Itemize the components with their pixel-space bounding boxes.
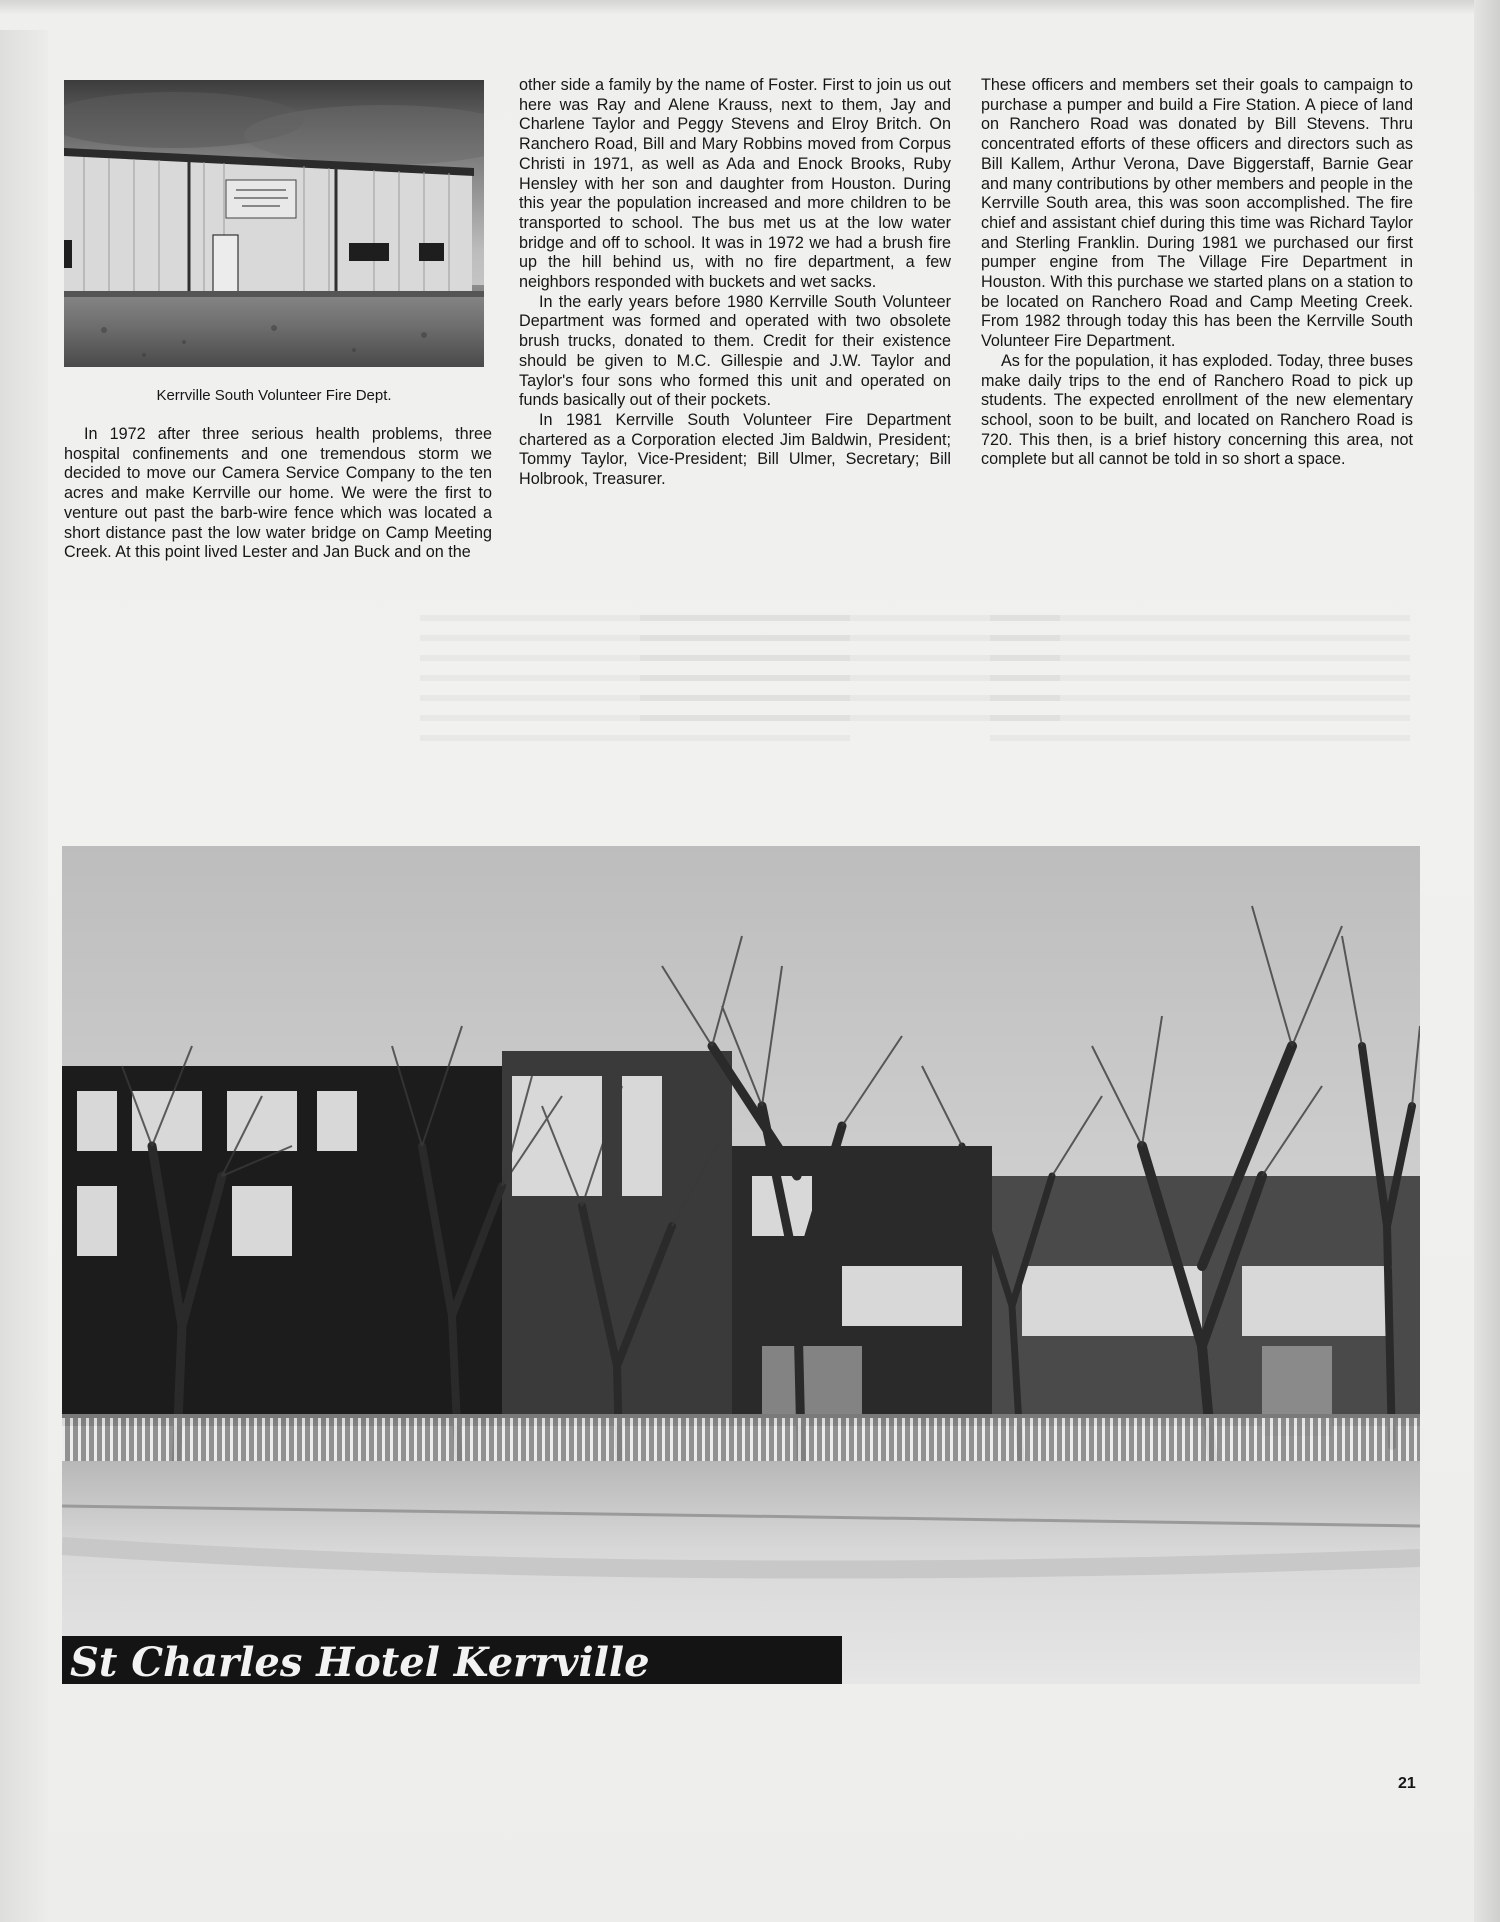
article-column-right <box>981 76 1413 470</box>
paragraph: These officers and members set their goals to campaign to purchase a pumper and build a Fire Station. A piece of land on Ranchero Road was donated by Bill Stevens. Thru concentrated efforts of these officers and directors such as Bill Kallem, Arthur Verona, Dave Biggerstaff, Barnie Gear and many contributions by other members and people in the Kerrville South area, this was soon accomplished. The fire chief and assistant chief during this time was Richard Taylor and Sterling Franklin. During 1981 we purchased our first pumper engine from The Village Fire Department in Houston. With this purchase we started plans on a station to be located on Ranchero Road and Camp Meeting Creek. From 1982 through today this has been the Kerrville South Volunteer Fire Department. <box>981 76 1413 351</box>
paragraph: In 1981 Kerrville South Volunteer Fire Department chartered as a Corporation elected Jim Baldwin, President; Tommy Taylor, Vice-President; Bill Ulmer, Secretary; Bill Holbrook, Treasurer. <box>519 410 951 489</box>
paragraph: As for the population, it has exploded. Today, three buses make daily trips to the end of Ranchero Road to pick up students. The expected enrollment of the new elementary school, soon to be built, and located on Ranchero Road is 720. This then, is a brief history concerning this area, not complete but all cannot be told in so short a space. <box>981 351 1413 469</box>
page-number: 21 <box>1398 1775 1416 1792</box>
paragraph: other side a family by the name of Foster. First to join us out here was Ray and Alene Krauss, next to them, Jay and Charlene Taylor and Peggy Stevens and Elroy Britch. On Ranchero Road, Bill and Mary Robbins moved from Corpus Christi in 1971, as well as Ada and Enock Brooks, Ruby Hensley with her son and daughter from Houston. During this year the population increased and more children to be transported to school. The bus met us at the low water bridge and off to school. It was in 1972 we had a brush fire up the hill behind us, with no fire department, a few neighbors responded with buckets and wet sacks. <box>519 76 951 292</box>
paragraph: In the early years before 1980 Kerrville South Volunteer Department was formed and operated with two obsolete brush trucks, donated to them. Credit for their existence should be given to M.C. Gillespie and J.W. Taylor and Taylor's four sons who formed this unit and operated on funds basically out of their pockets. <box>519 292 951 410</box>
article-column-left <box>64 425 492 563</box>
page-edge-top <box>0 0 1500 14</box>
article-column-middle <box>519 76 951 490</box>
hotel-photo <box>62 846 1420 1684</box>
fire-station-caption: Kerrville South Volunteer Fire Dept. <box>156 387 392 404</box>
hotel-inscription: St Charles Hotel Kerrville <box>70 1639 650 1684</box>
page-edge-right <box>1474 0 1500 1922</box>
page-edge-left <box>0 30 48 1922</box>
fire-station-photo <box>64 80 484 367</box>
bleed-through-right <box>990 615 1410 755</box>
paragraph: In 1972 after three serious health problems, three hospital confinements and one tremendous storm we decided to move our Camera Service Company to the ten acres and make Kerrville our home. We were the first to venture out past the barb-wire fence which was located a short distance past the low water bridge on Camp Meeting Creek. At this point lived Lester and Jan Buck and on the <box>64 425 492 562</box>
